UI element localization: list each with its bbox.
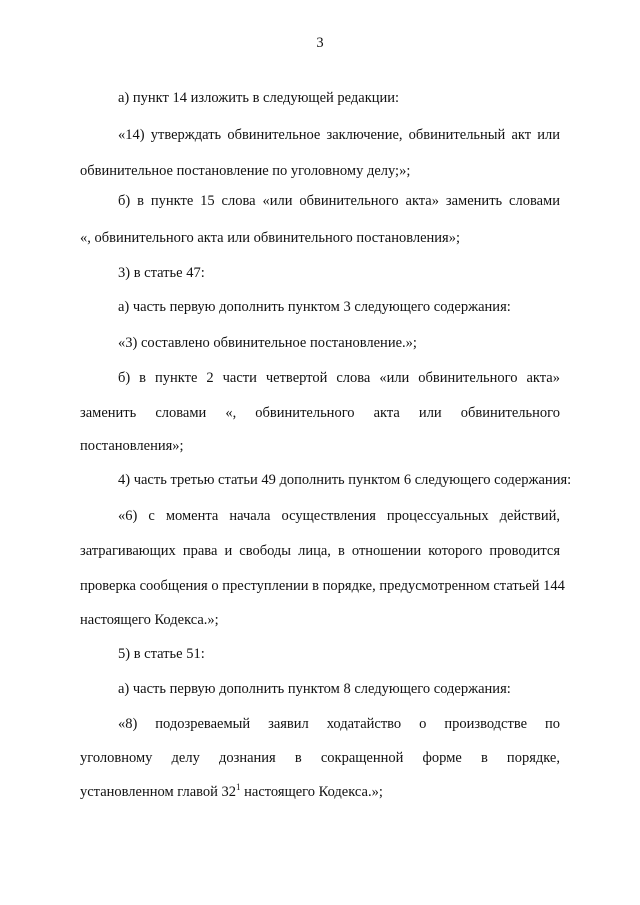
text-line: 4) часть третью статьи 49 дополнить пунктом 6 следующего содержания: xyxy=(118,472,572,488)
chapter-superscript: 1 xyxy=(236,782,241,793)
text-line: постановления»; xyxy=(80,438,184,454)
text-line: а) часть первую дополнить пунктом 8 следующего содержания: xyxy=(118,681,511,697)
text-fragment: настоящего Кодекса.»; xyxy=(240,784,383,800)
page-number: 3 xyxy=(316,35,324,51)
text-line: 5) в статье 51: xyxy=(118,646,205,662)
text-fragment: установленном главой 32 xyxy=(80,784,237,800)
text-line: «14) утверждать обвинительное заключение, обвинительный акт или xyxy=(118,127,560,143)
text-line: «, обвинительного акта или обвинительного постановления»; xyxy=(80,230,460,246)
text-line: а) часть первую дополнить пунктом 3 следующего содержания: xyxy=(118,299,511,315)
text-line: б) в пункте 2 части четвертой слова «или обвинительного акта» xyxy=(118,370,560,386)
text-line: проверка сообщения о преступлении в порядке, предусмотренном статьей 144 xyxy=(80,578,565,594)
text-line: уголовному делу дознания в сокращенной форме в порядке, xyxy=(80,750,560,766)
text-line: б) в пункте 15 слова «или обвинительного акта» заменить словами xyxy=(118,193,560,209)
text-line: «8) подозреваемый заявил ходатайство о производстве по xyxy=(118,716,560,732)
text-line: а) пункт 14 изложить в следующей редакции: xyxy=(118,90,400,106)
text-line-last xyxy=(80,783,560,801)
text-line: «3) составлено обвинительное постановление.»; xyxy=(118,335,417,351)
text-line: 3) в статье 47: xyxy=(118,265,205,281)
text-line: «6) с момента начала осуществления процессуальных действий, xyxy=(118,508,560,524)
text-line: обвинительное постановление по уголовному делу;»; xyxy=(80,163,411,179)
text-line: заменить словами «, обвинительного акта или обвинительного xyxy=(80,405,560,421)
text-line: затрагивающих права и свободы лица, в отношении которого проводится xyxy=(80,543,560,559)
text-line: настоящего Кодекса.»; xyxy=(80,612,219,628)
